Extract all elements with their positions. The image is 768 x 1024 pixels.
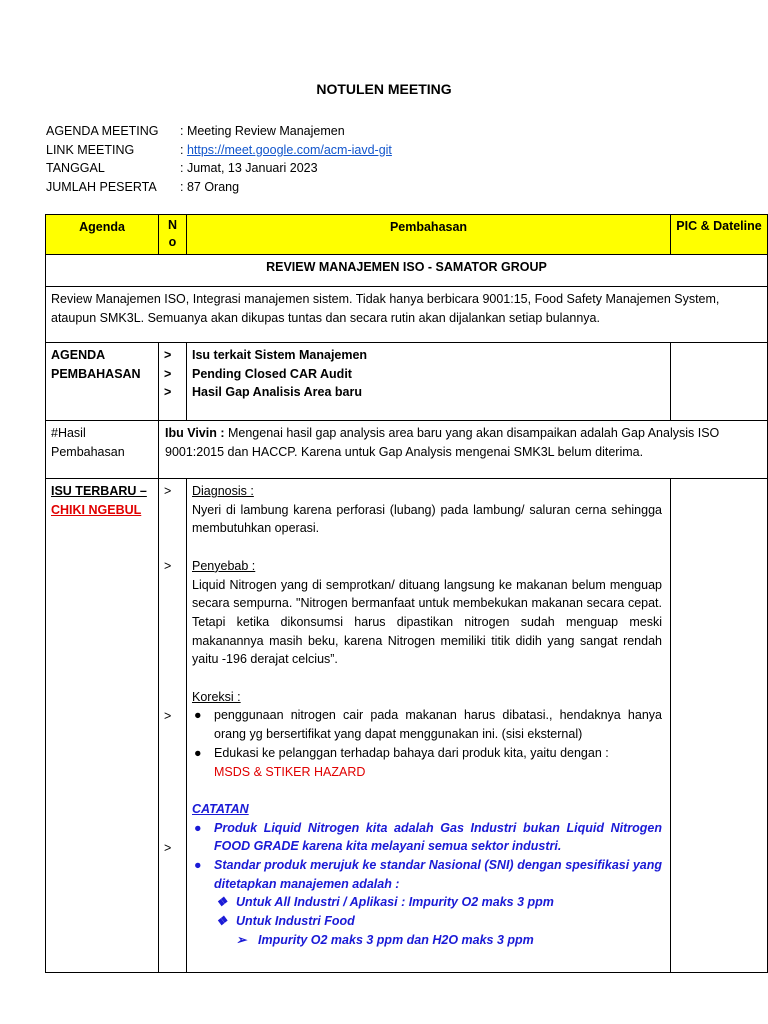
bullet-icon: ● xyxy=(194,820,202,835)
catatan-subitem: Untuk All Industri / Aplikasi : Impurity O2 maks 3 ppm xyxy=(236,895,554,910)
header-no: N o xyxy=(159,215,187,255)
list-item: Isu terkait Sistem Manajemen xyxy=(192,348,368,362)
agenda-label: AGENDA PEMBAHASAN xyxy=(46,343,159,421)
page-title: NOTULEN MEETING xyxy=(316,81,452,97)
koreksi-highlight: MSDS & STIKER HAZARD xyxy=(214,764,366,779)
bullet-icon: ● xyxy=(194,708,202,723)
marker: > xyxy=(164,348,172,362)
isu-markers xyxy=(159,479,187,973)
list-item xyxy=(192,744,662,781)
penyebab-text: Liquid Nitrogen yang di semprotkan/ dituang langsung ke makanan belum menguap secara sempurna. "Nitrogen bermanfaat untuk membekukan makanan secara cepat. Tetapi ketika dikonsumsi harus dipastikan nitrogen sudah menguap meski makanannya masih beku, karena Nitrogen memiliki titik didih yang sangat rendah yaitu -196 derajat celcius”. xyxy=(192,577,662,667)
hasil-text: Mengenai hasil gap analysis area baru yang akan disampaikan adalah Gap Analysis ISO 9001:2015 dan HACCP. Karena untuk Gap Analysis mengenai SMK3L belum diterima. xyxy=(165,426,720,459)
marker: > xyxy=(164,558,172,573)
koreksi-item: penggunaan nitrogen cair pada makanan harus dibatasi., hendaknya hanya orang yg bersertifikat yang dapat menggunakan ini. (sisi eksternal) xyxy=(214,708,662,742)
agenda-row xyxy=(46,343,768,421)
diamond-bullet-icon: ❖ xyxy=(216,895,228,910)
agenda-markers xyxy=(159,343,187,421)
list-item xyxy=(192,706,662,743)
list-item xyxy=(192,912,662,931)
meta-link xyxy=(46,141,392,160)
table-header-row xyxy=(46,215,768,255)
isu-label: ISU TERBARU – xyxy=(51,484,147,498)
isu-label-red: CHIKI NGEBUL xyxy=(51,502,142,517)
list-item xyxy=(192,856,662,893)
marker: > xyxy=(164,841,172,856)
meta-label: TANGGAL xyxy=(46,161,105,176)
bullet-icon: ● xyxy=(194,745,202,760)
bullet-icon: ● xyxy=(194,858,202,873)
header-pic: PIC & Dateline xyxy=(671,215,768,255)
diagnosis-title: Diagnosis : xyxy=(192,484,254,498)
hasil-content xyxy=(159,421,768,479)
isu-label-cell xyxy=(46,479,159,973)
koreksi-item: Edukasi ke pelanggan terhadap bahaya dari produk kita, yaitu dengan : xyxy=(214,745,609,760)
diamond-bullet-icon: ❖ xyxy=(216,914,228,929)
meta-value: : Meeting Review Manajemen xyxy=(180,124,345,138)
notulen-table xyxy=(45,214,768,973)
list-item: Hasil Gap Analisis Area baru xyxy=(192,385,362,400)
section-title: REVIEW MANAJEMEN ISO - SAMATOR GROUP xyxy=(46,255,768,287)
meeting-link[interactable]: https://meet.google.com/acm-iavd-git xyxy=(186,142,392,157)
list-item xyxy=(192,819,662,856)
isu-pic xyxy=(671,479,768,973)
catatan-item: Produk Liquid Nitrogen kita adalah Gas Industri bukan Liquid Nitrogen FOOD GRADE karena kita melayani semua sektor industri. xyxy=(214,820,662,854)
catatan-subitem: Untuk Industri Food xyxy=(236,914,355,929)
marker: > xyxy=(164,385,172,400)
koreksi-title: Koreksi : xyxy=(192,689,241,704)
agenda-pic xyxy=(671,343,768,421)
arrow-bullet-icon: ➢ xyxy=(236,932,247,947)
catatan-item: Standar produk merujuk ke standar Nasional (SNI) dengan spesifikasi yang ditetapkan manajemen adalah : xyxy=(214,858,662,891)
meta-tanggal xyxy=(46,159,392,178)
list-item xyxy=(192,931,662,950)
list-item: Pending Closed CAR Audit xyxy=(192,366,352,381)
meta-value: : Jumat, 13 Januari 2023 xyxy=(180,161,318,176)
meeting-meta xyxy=(46,122,392,197)
isu-content xyxy=(187,479,671,973)
meta-colon: : xyxy=(180,142,187,157)
penyebab-title: Penyebab : xyxy=(192,558,256,573)
meta-label: LINK MEETING xyxy=(46,142,135,157)
diagnosis-text: Nyeri di lambung karena perforasi (lubang) pada lambung/ saluran cerna sehingga membutuhkan operasi. xyxy=(192,502,662,536)
isu-row xyxy=(46,479,768,973)
meta-value xyxy=(180,141,392,160)
catatan-title: CATATAN xyxy=(192,801,249,816)
header-pembahasan: Pembahasan xyxy=(187,215,671,255)
section-title-row xyxy=(46,255,768,287)
marker: > xyxy=(164,484,172,498)
header-agenda: Agenda xyxy=(46,215,159,255)
intro-text: Review Manajemen ISO, Integrasi manajemen sistem. Tidak hanya berbicara 9001:15, Food Safety Manajemen System, ataupun SMK3L. Semuanya akan dikupas tuntas dan secara rutin akan dijalankan setiap bulannya. xyxy=(46,287,768,343)
hasil-label: #Hasil Pembahasan xyxy=(46,421,159,479)
agenda-items xyxy=(187,343,671,421)
marker: > xyxy=(164,366,172,381)
meta-label: JUMLAH PESERTA xyxy=(46,180,157,195)
meta-value: : 87 Orang xyxy=(180,180,240,195)
speaker-name: Ibu Vivin : xyxy=(165,426,225,440)
marker: > xyxy=(164,709,172,724)
hasil-row xyxy=(46,421,768,479)
catatan-subsubitem: Impurity O2 maks 3 ppm dan H2O maks 3 ppm xyxy=(258,932,534,947)
meta-label: AGENDA MEETING xyxy=(46,124,159,138)
meta-peserta xyxy=(46,178,392,197)
meta-agenda xyxy=(46,122,392,141)
list-item xyxy=(192,893,662,912)
intro-row xyxy=(46,287,768,343)
